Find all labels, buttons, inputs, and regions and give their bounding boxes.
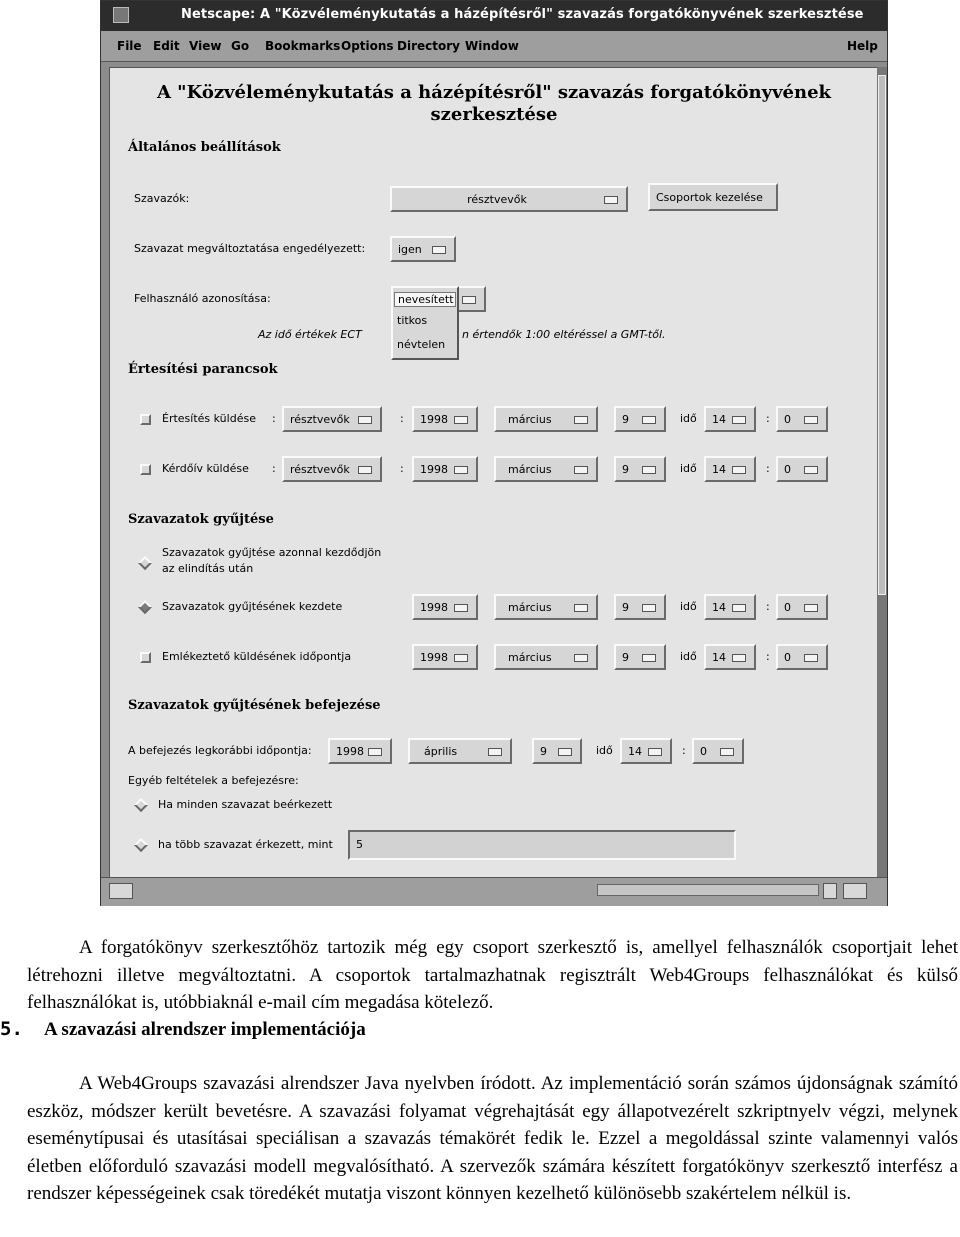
menu-options[interactable]: Options — [341, 39, 394, 53]
more-than-radio[interactable] — [134, 838, 148, 852]
dropdown-indicator-icon — [642, 416, 656, 424]
dropdown-indicator-icon — [604, 196, 618, 204]
dropdown-indicator-icon — [642, 604, 656, 612]
dropdown-indicator-icon — [642, 654, 656, 662]
notify-month-select[interactable]: március — [494, 406, 598, 432]
dropdown-indicator-icon — [432, 246, 446, 254]
questionnaire-hour-select[interactable]: 14 — [704, 456, 756, 482]
reminder-hour-select[interactable]: 14 — [704, 644, 756, 670]
manage-groups-button[interactable]: Csoportok kezelése — [648, 183, 778, 211]
menu-bookmarks[interactable]: Bookmarks — [265, 39, 341, 53]
finish-day-select[interactable]: 9 — [532, 738, 582, 764]
start-immediately-label-2: az elindítás után — [162, 562, 254, 575]
colon: : — [682, 744, 686, 757]
dropdown-indicator-icon — [732, 654, 746, 662]
dropdown-indicator-icon — [462, 296, 476, 304]
browser-window-screenshot — [100, 0, 888, 906]
option-secret[interactable]: titkos — [397, 314, 428, 327]
reminder-minute-select[interactable]: 0 — [776, 644, 828, 670]
start-immediately-label-1: Szavazatok gyűjtése azonnal kezdődjön — [162, 546, 382, 559]
questionnaire-minute-select[interactable]: 0 — [776, 456, 828, 482]
option-named[interactable]: nevesített — [394, 292, 456, 307]
dropdown-indicator-icon — [558, 748, 572, 756]
dropdown-indicator-icon — [454, 416, 468, 424]
horizontal-scrollbar[interactable] — [597, 884, 819, 896]
scrollbar-thumb[interactable] — [878, 75, 886, 595]
start-immediately-radio[interactable] — [138, 556, 152, 570]
start-hour-select[interactable]: 14 — [704, 594, 756, 620]
form-heading: A "Közvéleménykutatás a házépítésről" szavazás forgatókönyvének szerkesztése — [156, 82, 832, 125]
start-year-select[interactable]: 1998 — [412, 594, 478, 620]
dropdown-indicator-icon — [368, 748, 382, 756]
option-anonymous[interactable]: névtelen — [397, 338, 446, 351]
finish-minute-select[interactable]: 0 — [692, 738, 744, 764]
dropdown-indicator-icon — [732, 416, 746, 424]
questionnaire-month-select[interactable]: március — [494, 456, 598, 482]
allow-change-select[interactable]: igen — [390, 236, 456, 262]
colon: : — [400, 412, 404, 425]
menu-edit[interactable]: Edit — [153, 39, 180, 53]
other-conditions-label: Egyéb feltételek a befejezésre: — [128, 774, 299, 787]
dropdown-indicator-icon — [732, 604, 746, 612]
collect-start-label: Szavazatok gyűjtésének kezdete — [162, 600, 343, 613]
security-key-icon — [109, 883, 133, 899]
time-label: idő — [680, 462, 697, 475]
menu-help[interactable]: Help — [847, 39, 878, 53]
colon: : — [766, 412, 770, 425]
dropdown-indicator-icon — [648, 748, 662, 756]
resize-icon — [823, 883, 837, 899]
vertical-scrollbar[interactable] — [877, 67, 887, 877]
colon: : — [766, 462, 770, 475]
notify-section-title: Értesítési parancsok — [128, 362, 278, 377]
user-id-select[interactable] — [456, 286, 486, 312]
notify-day-select[interactable]: 9 — [614, 406, 666, 432]
all-received-radio[interactable] — [134, 798, 148, 812]
menu-directory[interactable]: Directory — [397, 39, 460, 53]
more-than-input[interactable]: 5 — [348, 830, 736, 860]
finish-month-select[interactable]: április — [408, 738, 512, 764]
time-note-suffix: n értendők 1:00 eltéréssel a GMT-től. — [462, 328, 666, 341]
send-questionnaire-checkbox[interactable] — [140, 464, 151, 475]
time-note-prefix: Az idő értékek ECT — [258, 328, 362, 341]
start-minute-select[interactable]: 0 — [776, 594, 828, 620]
earliest-finish-label: A befejezés legkorábbi időpontja: — [128, 744, 312, 757]
dropdown-indicator-icon — [574, 654, 588, 662]
questionnaire-who-select[interactable]: résztvevők — [282, 456, 382, 482]
window-title: Netscape: A "Közvéleménykutatás a házépítésről" szavazás forgatókönyvének szerkesztése — [181, 7, 864, 22]
questionnaire-day-select[interactable]: 9 — [614, 456, 666, 482]
notify-hour-select[interactable]: 14 — [704, 406, 756, 432]
dropdown-indicator-icon — [454, 604, 468, 612]
section-heading — [0, 1018, 366, 1041]
colon: : — [272, 412, 276, 425]
finish-year-select[interactable]: 1998 — [328, 738, 392, 764]
reminder-day-select[interactable]: 9 — [614, 644, 666, 670]
dropdown-indicator-icon — [642, 466, 656, 474]
section-number: 5. — [0, 1018, 23, 1040]
dropdown-indicator-icon — [358, 466, 372, 474]
menu-view[interactable]: View — [189, 39, 222, 53]
reminder-month-select[interactable]: március — [494, 644, 598, 670]
menu-bar — [101, 31, 887, 62]
time-label: idő — [680, 600, 697, 613]
questionnaire-year-select[interactable]: 1998 — [412, 456, 478, 482]
dropdown-indicator-icon — [488, 748, 502, 756]
dropdown-indicator-icon — [720, 748, 734, 756]
general-section-title: Általános beállítások — [128, 140, 281, 155]
dropdown-indicator-icon — [454, 466, 468, 474]
dropdown-indicator-icon — [804, 416, 818, 424]
more-than-label: ha több szavazat érkezett, mint — [158, 838, 333, 851]
send-notification-checkbox[interactable] — [140, 414, 151, 425]
user-id-dropdown-list — [391, 286, 459, 360]
colon: : — [766, 600, 770, 613]
send-notification-label: Értesítés küldése — [162, 412, 256, 425]
time-label: idő — [680, 650, 697, 663]
notify-minute-select[interactable]: 0 — [776, 406, 828, 432]
reminder-label: Emlékeztető küldésének időpontja — [162, 650, 352, 663]
menu-file[interactable]: File — [117, 39, 142, 53]
start-month-select[interactable]: március — [494, 594, 598, 620]
reminder-checkbox[interactable] — [140, 652, 151, 663]
colon: : — [272, 462, 276, 475]
collect-section-title: Szavazatok gyűjtése — [128, 512, 274, 527]
reminder-year-select[interactable]: 1998 — [412, 644, 478, 670]
menu-go[interactable]: Go — [231, 39, 250, 53]
notify-who-select[interactable]: résztvevők — [282, 406, 382, 432]
dropdown-indicator-icon — [358, 416, 372, 424]
paragraph-1: A forgatókönyv szerkesztőhöz tartozik még egy csoport szerkesztő is, amellyel felhasználók csoportjait lehet létrehozni illetve megváltoztatni. A csoportok tartalmazhatnak regisztrált Web4Groups felhasználókat és külső felhasználókat is, utóbbiaknál e-mail cím megadása kötelező. — [27, 937, 958, 1013]
dropdown-indicator-icon — [574, 604, 588, 612]
window-menu-icon[interactable] — [113, 7, 129, 23]
finish-hour-select[interactable]: 14 — [620, 738, 672, 764]
user-id-label: Felhasználó azonosítása: — [134, 292, 271, 305]
colon: : — [766, 650, 770, 663]
window-titlebar — [101, 1, 887, 31]
section-title: A szavazási alrendszer implementációja — [44, 1019, 366, 1040]
voters-select[interactable]: résztvevők — [390, 186, 628, 212]
dropdown-indicator-icon — [804, 466, 818, 474]
dropdown-indicator-icon — [804, 604, 818, 612]
time-label: idő — [680, 412, 697, 425]
menu-window[interactable]: Window — [465, 39, 519, 53]
time-label: idő — [596, 744, 613, 757]
allow-change-label: Szavazat megváltoztatása engedélyezett: — [134, 242, 366, 255]
voters-label: Szavazók: — [134, 192, 190, 205]
dropdown-indicator-icon — [574, 416, 588, 424]
dropdown-indicator-icon — [574, 466, 588, 474]
dropdown-indicator-icon — [804, 654, 818, 662]
start-day-select[interactable]: 9 — [614, 594, 666, 620]
finish-section-title: Szavazatok gyűjtésének befejezése — [128, 698, 381, 713]
send-questionnaire-label: Kérdőív küldése — [162, 462, 249, 475]
notify-year-select[interactable]: 1998 — [412, 406, 478, 432]
mail-icon[interactable] — [843, 883, 867, 899]
status-bar — [101, 877, 887, 906]
paragraph-2: A Web4Groups szavazási alrendszer Java nyelvben íródott. Az implementáció során számos újdonságnak számító eszköz, módszer került bevetésre. A szavazási folyamat végrehajtását egy állapotvezérelt szkriptnyelv végzi, melynek eseménytípusai és utasításai speciálisan a szavazás témakörét fedik le. Ezzel a megoldással szinte valamennyi valós életben előforduló szavazási modell megvalósítható. A szervezők számára készített forgatókönyv szerkesztő interfész a rendszer képességeinek csak töredékét mutatja viszont könnyen kezelhető különösebb szakértelem nélkül is. — [27, 1073, 958, 1204]
all-received-label: Ha minden szavazat beérkezett — [158, 798, 333, 811]
page-content — [109, 67, 879, 879]
dropdown-indicator-icon — [454, 654, 468, 662]
collect-start-radio[interactable] — [138, 600, 152, 614]
dropdown-indicator-icon — [732, 466, 746, 474]
colon: : — [400, 462, 404, 475]
